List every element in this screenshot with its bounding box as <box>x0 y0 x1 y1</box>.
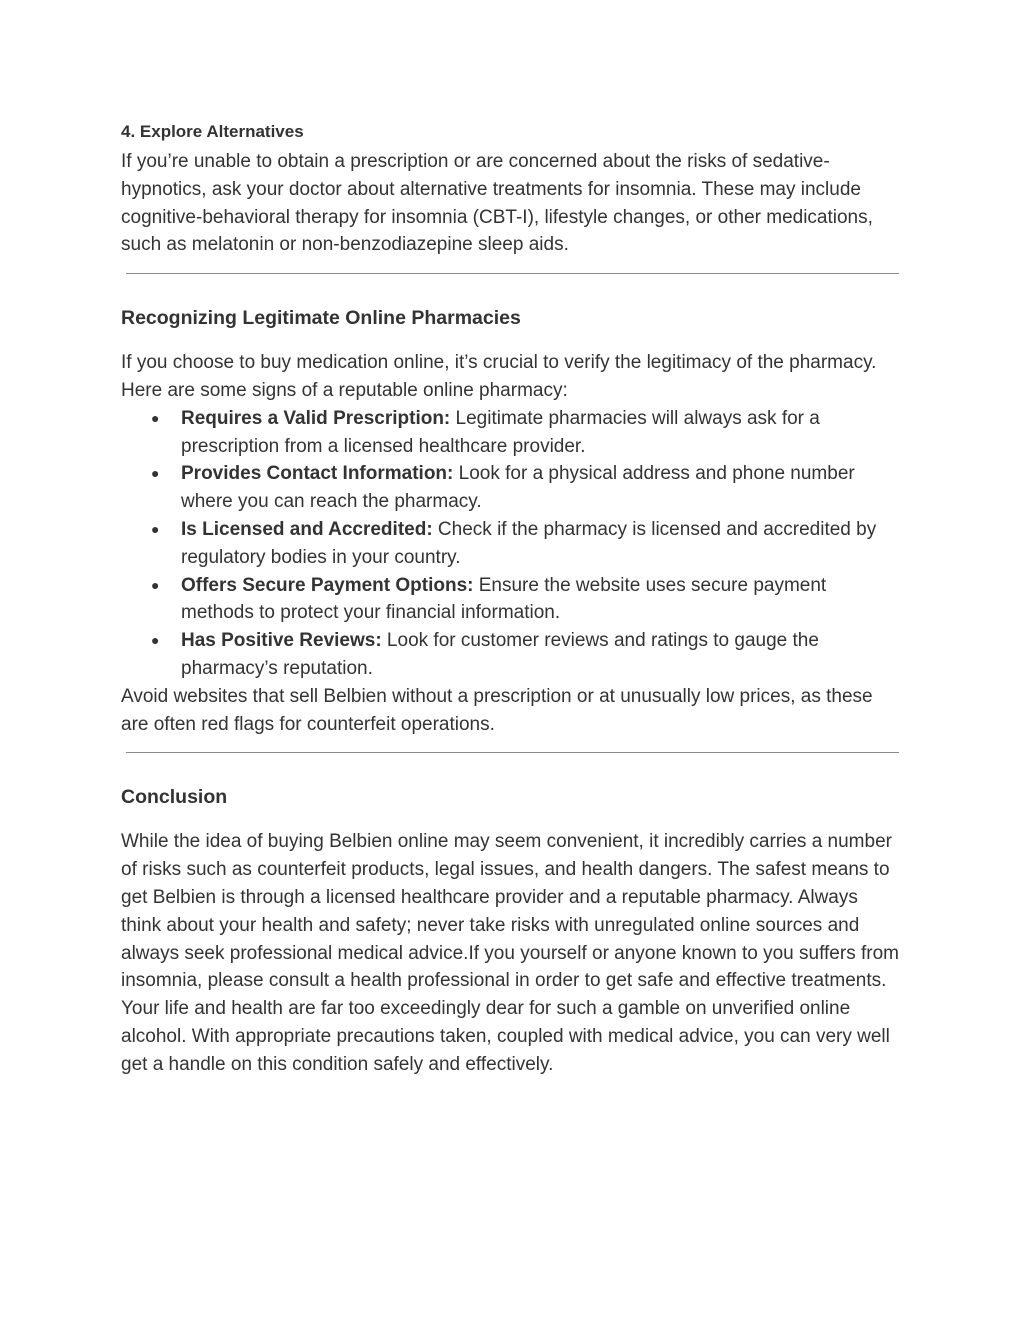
conclusion-heading: Conclusion <box>121 786 228 809</box>
document-page <box>121 118 903 1079</box>
pharmacies-intro: If you choose to buy medication online, it’s crucial to verify the legitimacy of the pharmacy. Here are some signs of a reputable online pharmacy: <box>121 352 877 401</box>
list-item-text: Look for a physical address and phone number where you can reach the pharmacy. <box>181 463 855 513</box>
pharmacy-signs-list <box>121 405 903 683</box>
list-item <box>121 460 903 516</box>
list-item-label: Provides Contact Information: <box>181 463 454 485</box>
bullet-icon: ● <box>151 520 160 537</box>
alternatives-body: If you’re unable to obtain a prescription or are concerned about the risks of sedative-hypnotics, ask your doctor about alternative treatments for insomnia. These may include cognitive-behavioral therapy for insomnia (CBT-I), lifestyle changes, or other medications, such as melatonin or non-benzodiazepine sleep aids. <box>121 151 873 256</box>
section-divider <box>126 273 899 274</box>
bullet-icon: ● <box>151 409 160 426</box>
list-item-label: Has Positive Reviews: <box>181 630 382 652</box>
list-item <box>121 516 903 572</box>
list-item <box>121 405 903 461</box>
list-item-label: Is Licensed and Accredited: <box>181 518 433 540</box>
section-divider <box>126 752 899 753</box>
list-item-text: Legitimate pharmacies will always ask for a prescription from a licensed healthcare provider. <box>181 407 820 457</box>
list-item <box>121 572 903 628</box>
list-item <box>121 627 903 683</box>
list-item-text: Check if the pharmacy is licensed and accredited by regulatory bodies in your country. <box>181 518 877 568</box>
conclusion-body: While the idea of buying Belbien online may seem convenient, it incredibly carries a number of risks such as counterfeit products, legal issues, and health dangers. The safest means to get Belbien is through a licensed healthcare provider and a reputable pharmacy. Always think about your health and safety; never take risks with unregulated online sources and always seek professional medical advice.If you yourself or anyone known to you suffers from insomnia, please consult a health professional in order to get safe and effective treatments. Your life and health are far too exceedingly dear for such a gamble on unverified online alcohol. With appropriate precautions taken, coupled with medical advice, you can very well get a handle on this condition safely and effectively. <box>121 831 899 1075</box>
list-item-label: Offers Secure Payment Options: <box>181 574 474 596</box>
pharmacies-heading: Recognizing Legitimate Online Pharmacies <box>121 307 521 330</box>
pharmacies-closing: Avoid websites that sell Belbien without a prescription or at unusually low prices, as these are often red flags for counterfeit operations. <box>121 685 873 735</box>
alternatives-heading: 4. Explore Alternatives <box>121 122 304 141</box>
list-item-text: Ensure the website uses secure payment methods to protect your financial information. <box>181 574 827 624</box>
list-item-text: Look for customer reviews and ratings to gauge the pharmacy’s reputation. <box>181 630 819 679</box>
list-item-label: Requires a Valid Prescription: <box>181 407 451 429</box>
bullet-icon: ● <box>151 632 160 649</box>
bullet-icon: ● <box>151 576 160 593</box>
bullet-icon: ● <box>151 465 160 482</box>
